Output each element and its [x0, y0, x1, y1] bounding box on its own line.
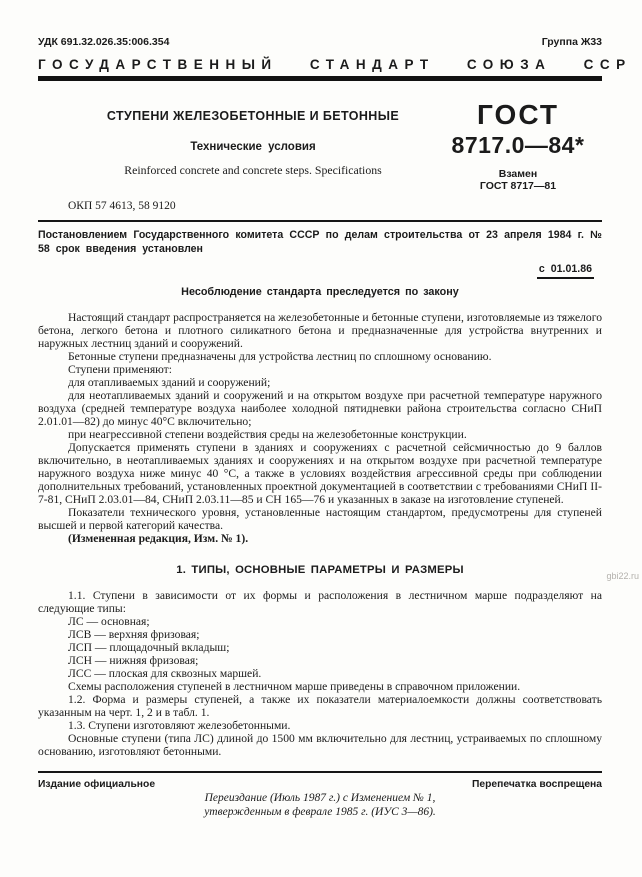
state-standard-banner: ГОСУДАРСТВЕННЫЙ СТАНДАРТ СОЮЗА ССР: [38, 57, 632, 72]
paragraph: ЛСС — плоская для сквозных маршей.: [68, 667, 262, 680]
paragraph: для отапливаемых зданий и сооружений;: [68, 376, 271, 389]
paragraph: ЛСП — площадочный вкладыш;: [68, 641, 230, 654]
reissue-line-1: Переиздание (Июль 1987 г.) с Изменением № 1,: [204, 792, 436, 804]
meta-row: [38, 36, 602, 48]
document-subtitle: Технические условия: [190, 141, 316, 153]
paragraph: Показатели технического уровня, установленные настоящим стандартом, предусмотрены для ступеней высшей и первой категорий качества.: [38, 506, 602, 532]
paragraph: Схемы расположения ступеней в лестничном марше приведены в справочном приложении.: [68, 680, 521, 693]
title-section: [38, 101, 602, 192]
effective-date: с 01.01.86: [537, 263, 594, 279]
paragraph: (Измененная редакция, Изм. № 1).: [68, 532, 249, 545]
gost-number: 8717.0—84*: [451, 132, 585, 158]
banner-rule: [38, 76, 602, 81]
site-watermark: gbi22.ru: [606, 571, 639, 581]
udk-code: УДК 691.32.026.35:006.354: [38, 36, 170, 48]
paragraph: при неагрессивной степени воздействия среды на железобетонные конструкции.: [68, 428, 467, 441]
footer-rule: [38, 771, 602, 773]
paragraph: Основные ступени (типа ЛС) длиной до 1500 мм включительно для лестниц, устраиваемых по сплошному основанию, изготовляют бетонными.: [38, 732, 602, 758]
gost-label: ГОСТ: [477, 99, 559, 130]
paragraph: ЛСВ — верхняя фризовая;: [68, 628, 200, 641]
reissue-note: [38, 791, 602, 819]
okp-codes: ОКП 57 4613, 58 9120: [68, 200, 176, 212]
separator-rule-top: [38, 220, 602, 222]
replaces-number: ГОСТ 8717—81: [479, 180, 557, 192]
document-title-english: Reinforced concrete and concrete steps. Specifications: [124, 163, 382, 177]
section1-paragraphs: [38, 589, 602, 758]
footer-row: [38, 779, 602, 790]
document-title: СТУПЕНИ ЖЕЛЕЗОБЕТОННЫЕ И БЕТОННЫЕ: [106, 109, 400, 123]
reprint-prohibited-label: Перепечатка воспрещена: [472, 779, 602, 790]
paragraph: Бетонные ступени предназначены для устройства лестниц по сплошному основанию.: [68, 350, 492, 363]
paragraph: Ступени применяют:: [68, 363, 172, 376]
official-edition-label: Издание официальное: [38, 779, 156, 790]
paragraph: для неотапливаемых зданий и сооружений и на открытом воздухе при расчетной температуре наружного воздуха (средней температуре воздуха наиболее холодной пятидневки района строительства согласно СНиП 2.01.01—82) до минус 40°С включительно;: [38, 389, 602, 428]
gost-designation-block: [434, 101, 602, 192]
intro-paragraphs: [38, 311, 602, 545]
paragraph: Допускается применять ступени в зданиях и сооружениях с расчетной сейсмичностью до 9 баллов включительно, в неотапливаемых зданиях и сооружениях и на открытом воздухе при расчетной температуре наружного воздуха ниже минус 40 °С, а также в условиях воздействия агрессивной среды при соблюдении дополнительных требований, установленных проектной документацией в соответствии с требованиями СНиП II-7-81, СНиП 2.03.01—84, СНиП 2.03.11—85 и СН 165—76 и указанных в заказе на изготовление ступеней.: [38, 441, 602, 506]
paragraph: 1.2. Форма и размеры ступеней, а также их показатели материалоемкости должны соответствовать указанным на черт. 1, 2 и в табл. 1.: [38, 693, 602, 719]
group-code: Группа Ж33: [541, 36, 602, 48]
paragraph: ЛСН — нижняя фризовая;: [68, 654, 199, 667]
paragraph: Настоящий стандарт распространяется на железобетонные и бетонные ступени, изготовляемые из тяжелого бетона, легкого бетона и плотного силикатного бетона и предназначенные для устройства внутренних и наружных лестниц зданий и сооружений.: [38, 311, 602, 350]
law-notice: Несоблюдение стандарта преследуется по закону: [181, 286, 459, 298]
title-left-column: [38, 101, 434, 192]
reissue-line-2: утвержденным в феврале 1985 г. (ИУС 3—86).: [204, 806, 436, 818]
replaces-label: Взамен: [498, 168, 538, 180]
decree-paragraph: Постановлением Государственного комитета СССР по делам строительства от 23 апреля 1984 г. № 58 срок введения установлен: [38, 229, 602, 255]
paragraph: 1.1. Ступени в зависимости от их формы и расположения в лестничном марше подразделяют на следующие типы:: [38, 589, 602, 615]
section1-heading: 1. ТИПЫ, ОСНОВНЫЕ ПАРАМЕТРЫ И РАЗМЕРЫ: [176, 564, 464, 576]
paragraph: 1.3. Ступени изготовляют железобетонными.: [68, 719, 291, 732]
effective-date-row: [38, 259, 602, 277]
paragraph: ЛС — основная;: [68, 615, 150, 628]
